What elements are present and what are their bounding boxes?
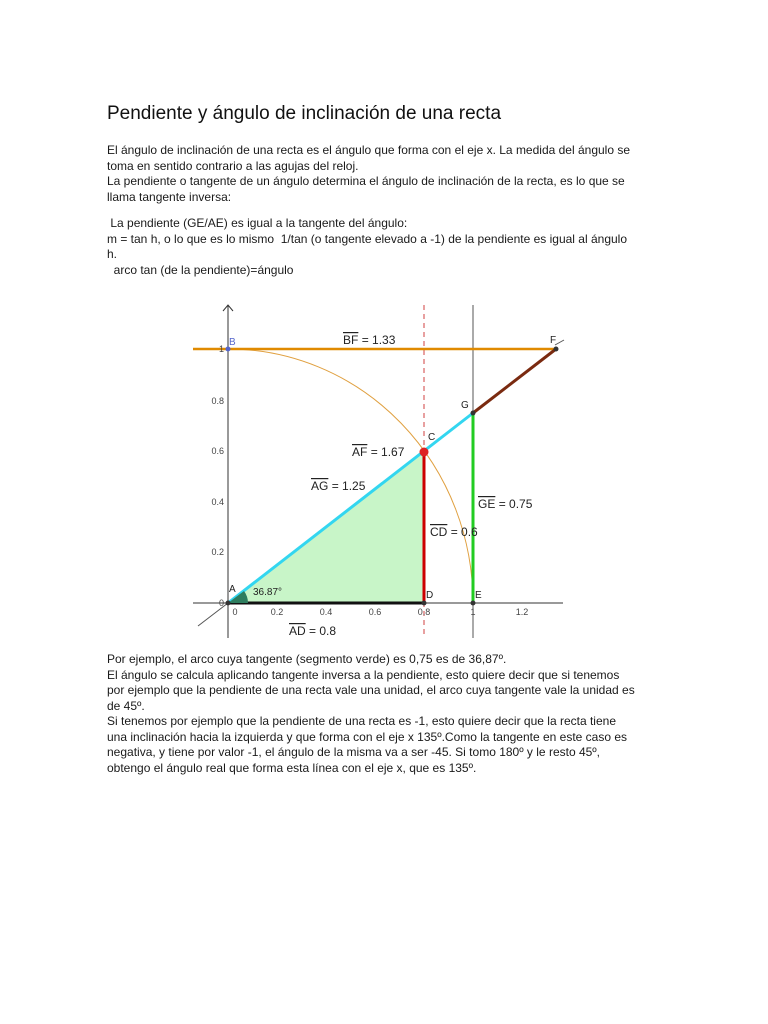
segment-label-ad	[289, 624, 336, 638]
segment-name: BF	[343, 333, 359, 347]
point-label-g: G	[461, 400, 469, 411]
angle-label: 36.87°	[253, 587, 283, 598]
conclusion-line: negativa, y tiene por valor -1, el ángulo de la misma va a ser -45. Si tomo 180º y le resto 45º,	[107, 745, 601, 759]
segment-label-ag	[311, 479, 366, 493]
point-f	[554, 347, 559, 352]
point-d	[422, 601, 427, 606]
x-tick-label: 0	[232, 607, 238, 617]
y-tick-label: 0	[218, 598, 224, 608]
y-tick-label: 1	[218, 344, 224, 354]
segment-label-cd	[430, 525, 478, 539]
intro-paragraph	[107, 143, 667, 205]
intro-line: La pendiente o tangente de un ángulo determina el ángulo de inclinación de la recta, es lo que se	[107, 174, 625, 188]
conclusion-line: Si tenemos por ejemplo que la pendiente de una recta es -1, esto quiere decir que la recta tiene	[107, 714, 616, 728]
trigonometry-figure	[188, 300, 578, 645]
x-tick-label: 0.8	[417, 607, 431, 617]
point-label-d: D	[426, 590, 434, 601]
segment-name: AD	[289, 624, 306, 638]
y-tick-label: 0.4	[211, 497, 224, 507]
point-a	[226, 601, 231, 606]
segment-gf	[473, 349, 556, 413]
segment-name: AG	[311, 479, 329, 493]
x-tick-label: 0.4	[319, 607, 333, 617]
segment-name: CD	[430, 525, 448, 539]
figure-svg	[188, 300, 578, 645]
formula-line: La pendiente (GE/AE) es igual a la tangente del ángulo:	[107, 216, 408, 230]
formula-line: h.	[107, 247, 118, 261]
segment-label-bf	[343, 333, 396, 347]
segment-name: AF	[352, 445, 368, 459]
x-tick-label: 1.2	[515, 607, 529, 617]
x-tick-label: 1	[470, 607, 476, 617]
intro-line: llama tangente inversa:	[107, 189, 232, 204]
conclusion-line: El ángulo se calcula aplicando tangente inversa a la pendiente, esto quiere decir que si tenemos	[107, 667, 620, 682]
y-tick-label: 0.6	[211, 446, 224, 456]
conclusion-line: obtengo el ángulo real que forma esta línea con el eje x, que es 135º.	[107, 760, 477, 775]
segment-name: GE	[478, 497, 496, 511]
formula-line: arco tan (de la pendiente)=ángulo	[107, 262, 294, 277]
intro-line: toma en sentido contrario a las agujas del reloj.	[107, 158, 359, 173]
segment-value: = 0.6	[450, 525, 478, 539]
point-label-f: F	[550, 335, 557, 346]
segment-value: = 1.33	[361, 333, 396, 347]
point-label-a: A	[229, 584, 236, 595]
point-g	[471, 411, 476, 416]
point-label-e: E	[475, 590, 482, 601]
segment-label-af	[352, 445, 405, 459]
x-tick-label: 0.2	[270, 607, 284, 617]
point-label-c: C	[428, 432, 436, 443]
conclusion-paragraph	[107, 652, 667, 776]
point-label-b: B	[229, 337, 236, 348]
conclusion-line: de 45º.	[107, 698, 145, 713]
conclusion-line: Por ejemplo, el arco cuya tangente (segmento verde) es 0,75 es de 36,87º.	[107, 652, 507, 666]
intro-line: El ángulo de inclinación de una recta es el ángulo que forma con el eje x. La medida del ángulo se	[107, 143, 631, 157]
segment-value: = 0.75	[498, 497, 533, 511]
point-c	[420, 448, 429, 457]
y-tick-label: 0.2	[211, 547, 224, 557]
point-e	[471, 601, 476, 606]
conclusion-line: una inclinación hacia la izquierda y que forma con el eje x 135º.Como la tangente en este caso es	[107, 729, 628, 744]
formula-line: m = tan h, o lo que es lo mismo 1/tan (o tangente elevado a -1) de la pendiente es igual al ángulo	[107, 231, 628, 246]
x-tick-label: 0.6	[368, 607, 382, 617]
segment-value: = 0.8	[309, 624, 337, 638]
segment-value: = 1.67	[370, 445, 405, 459]
y-tick-label: 0.8	[211, 396, 224, 406]
conclusion-line: por ejemplo que la pendiente de una recta vale una unidad, el arco cuya tangente vale la unidad es	[107, 683, 635, 697]
line-extension-right	[555, 340, 564, 345]
segment-label-ge	[478, 497, 533, 511]
formula-paragraph	[107, 216, 667, 278]
page-title: Pendiente y ángulo de inclinación de una recta	[107, 103, 502, 124]
segment-value: = 1.25	[331, 479, 366, 493]
